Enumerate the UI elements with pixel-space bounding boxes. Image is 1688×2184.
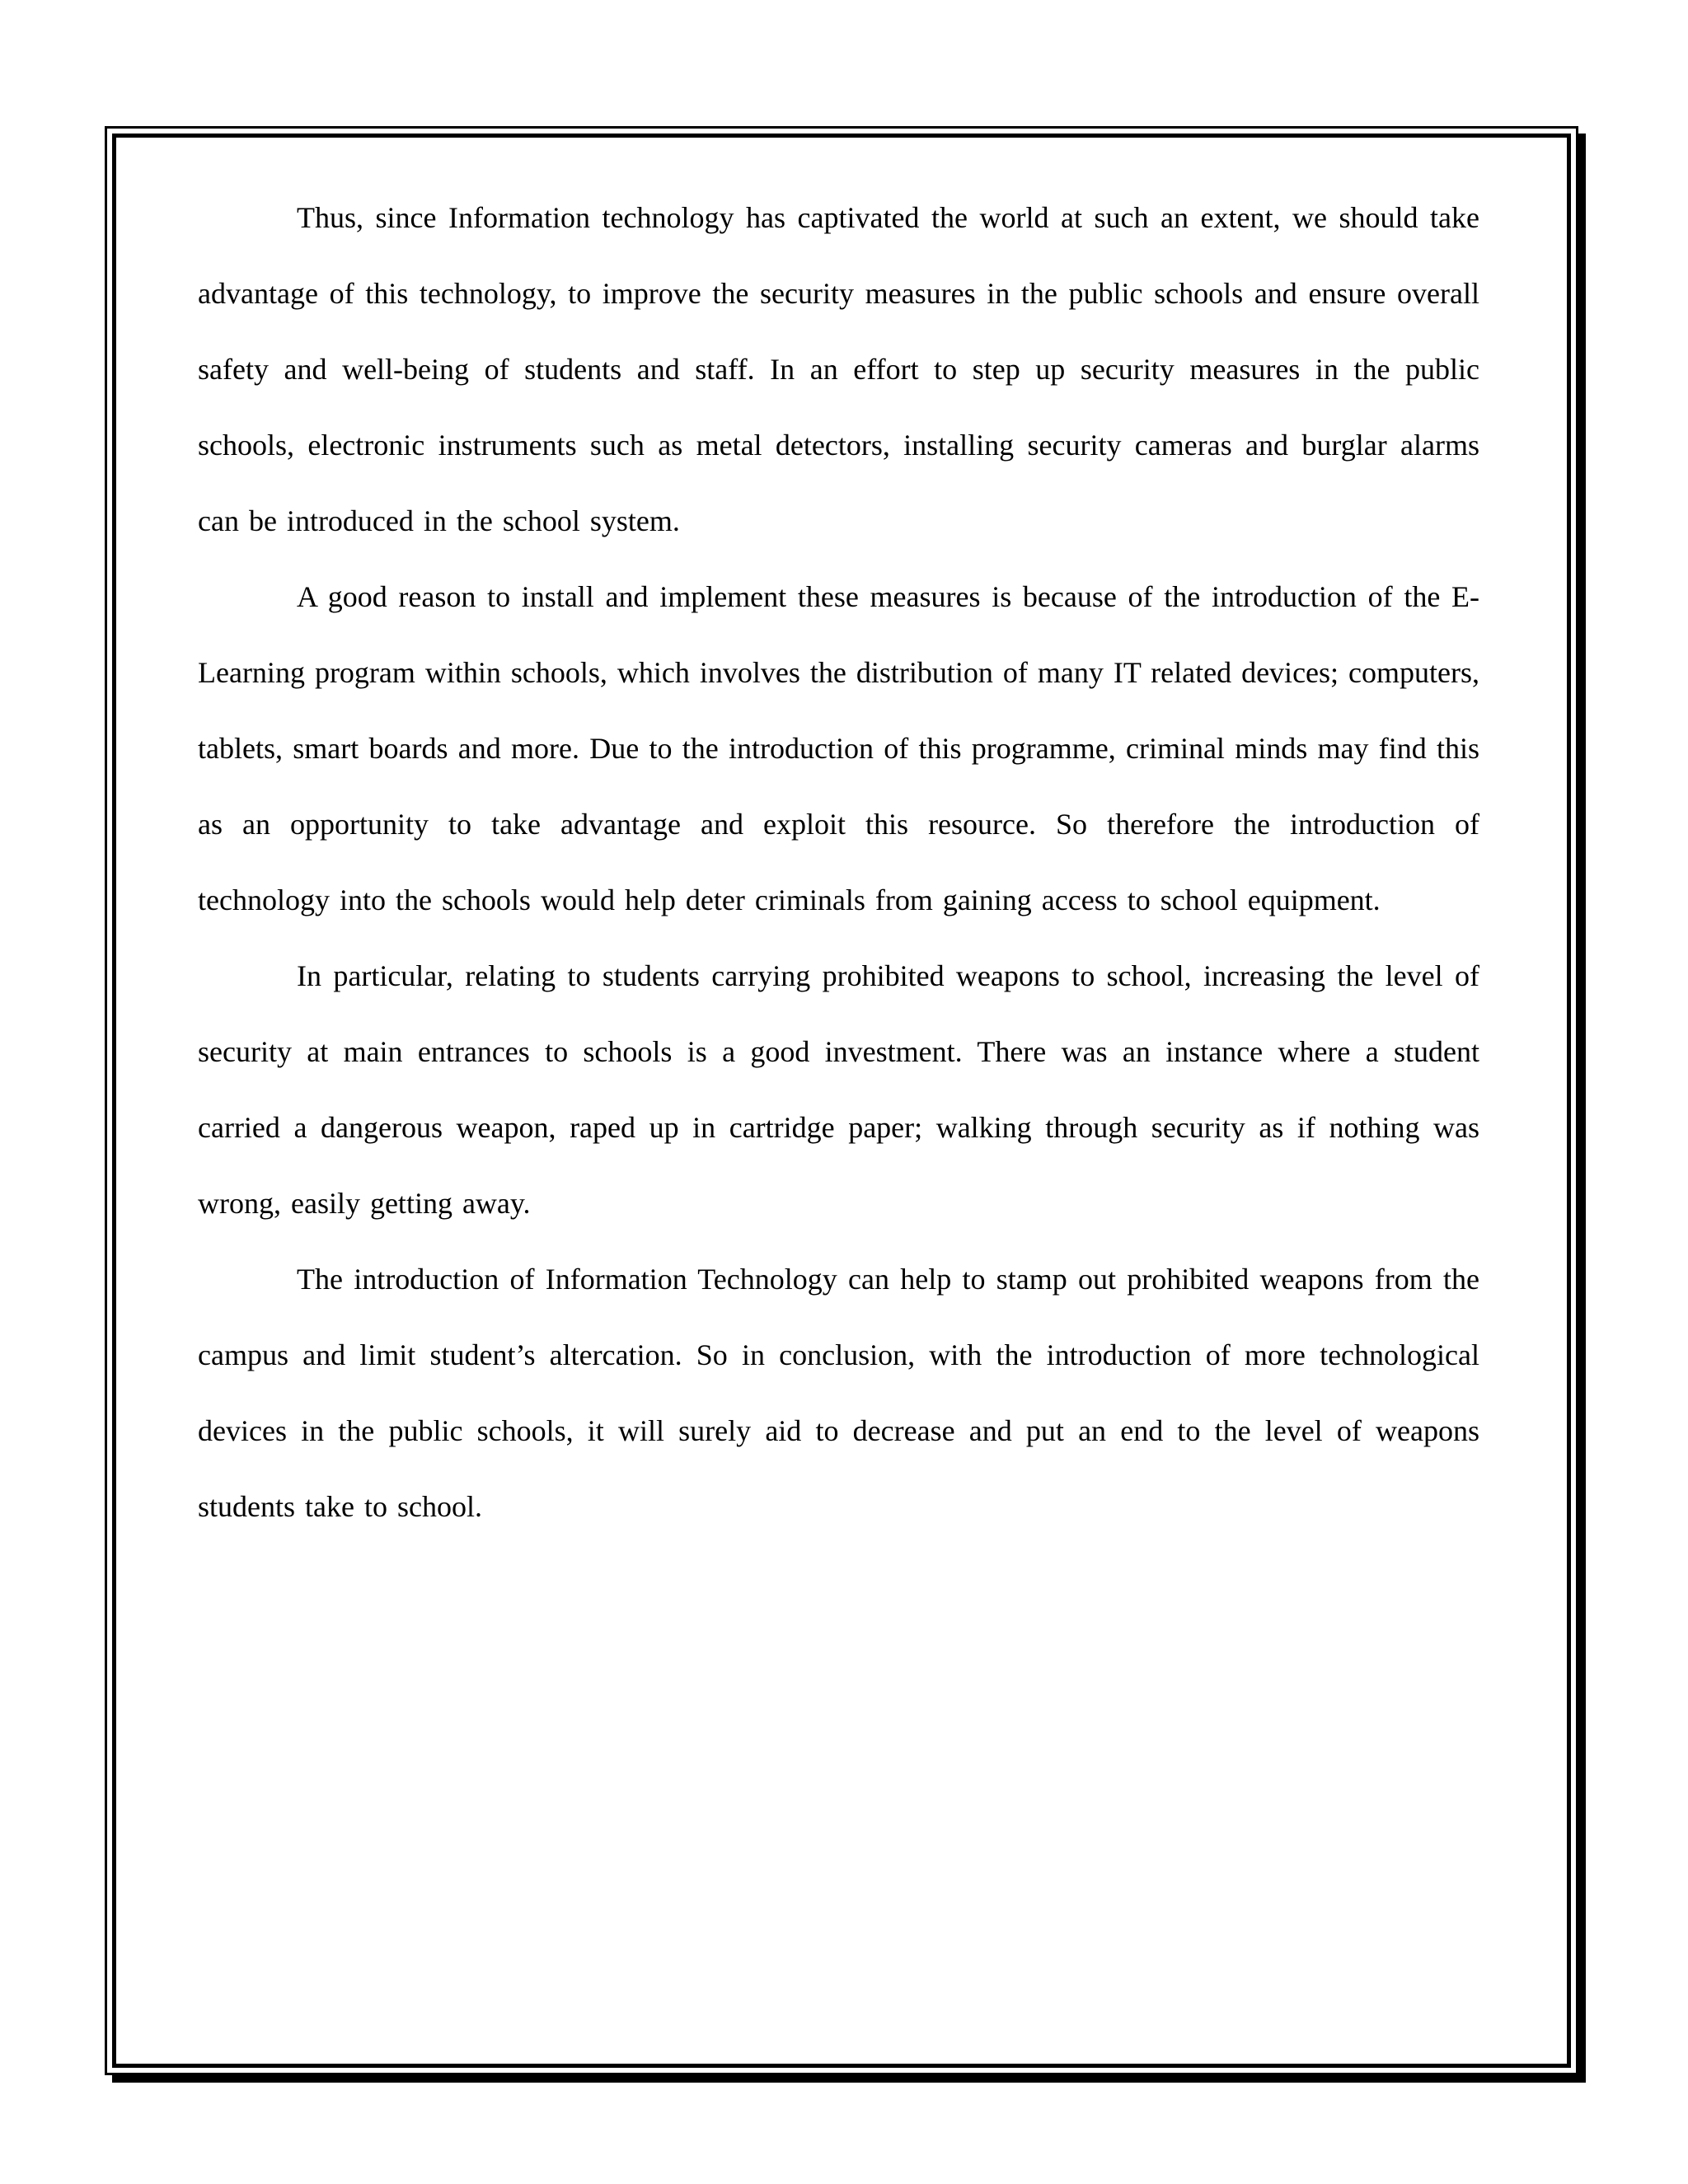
paragraph-4: The introduction of Information Technology can help to stamp out prohibited weapons from the campus and limit student’s altercation. So in conclusion, with the introduction of more technological devices in the public schools, it will surely aid to decrease and put an end to the level of weapons students take to school.	[198, 1263, 1479, 1523]
paragraph-2: A good reason to install and implement these measures is because of the introduction of the E-Learning program within schools, which involves the distribution of many IT related devices; computers, tablets, smart boards and more. Due to the introduction of this programme, criminal minds may find this as an opportunity to take advantage and exploit this resource. So therefore the introduction of technology into the schools would help deter criminals from gaining access to school equipment.	[198, 580, 1479, 916]
paragraph-3: In particular, relating to students carrying prohibited weapons to school, increasing the level of security at main entrances to schools is a good investment. There was an instance where a student carried a dangerous weapon, raped up in cartridge paper; walking through security as if nothing was wrong, easily getting away.	[198, 959, 1479, 1220]
paragraph-1: Thus, since Information technology has captivated the world at such an extent, we should take advantage of this technology, to improve the security measures in the public schools and ensure overall safety and well-being of students and staff. In an effort to step up security measures in the public schools, electronic instruments such as metal detectors, installing security cameras and burglar alarms can be introduced in the school system.	[198, 201, 1479, 537]
document-body	[198, 180, 1479, 1544]
